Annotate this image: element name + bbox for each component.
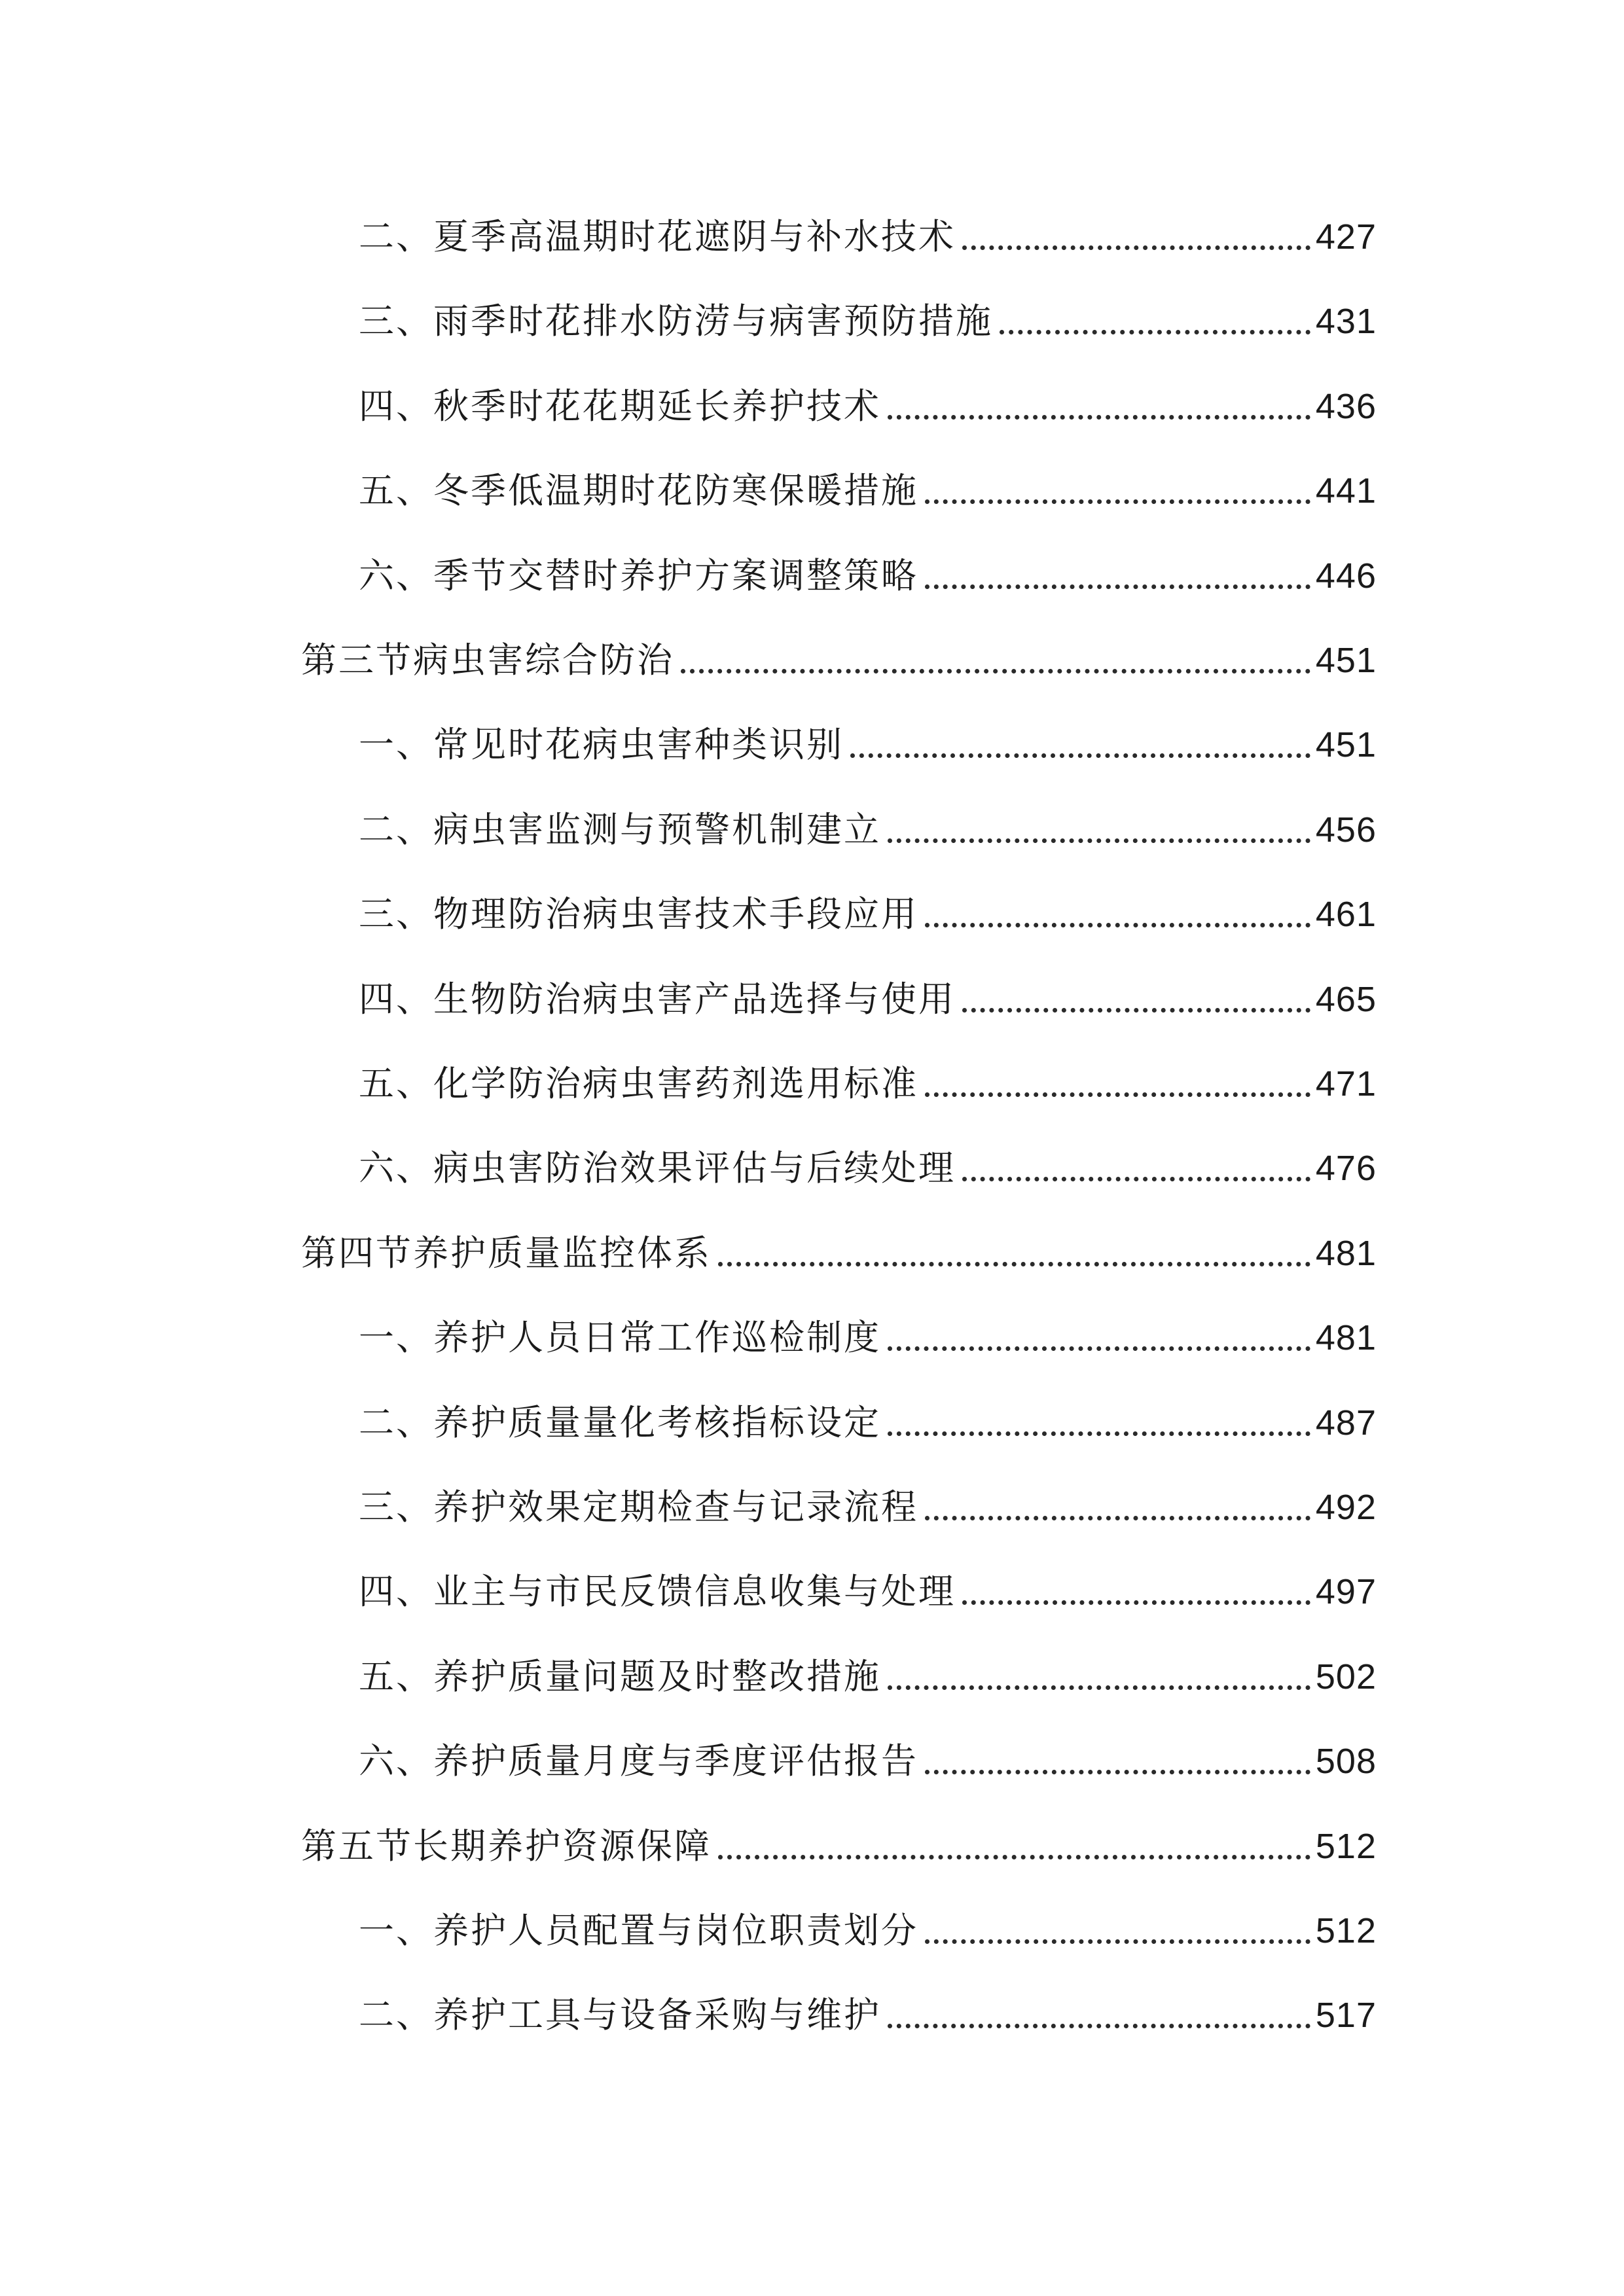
dot-leader	[718, 1262, 1310, 1266]
dot-leader	[962, 1177, 1310, 1181]
toc-section-entry[interactable]	[301, 634, 1377, 687]
toc-entry-title: 三、雨季时花排水防涝与病害预防措施	[359, 300, 993, 342]
toc-entry-page-number: 508	[1315, 1742, 1377, 1781]
toc-subsection-entry[interactable]	[359, 1142, 1377, 1194]
toc-entry-title: 五、冬季低温期时花防寒保暖措施	[359, 470, 918, 511]
toc-subsection-entry[interactable]	[359, 465, 1377, 517]
toc-subsection-entry[interactable]	[359, 1481, 1377, 1534]
toc-subsection-entry[interactable]	[359, 1397, 1377, 1449]
toc-entry-title: 四、秋季时花花期延长养护技术	[359, 386, 881, 427]
toc-subsection-entry[interactable]	[359, 719, 1377, 771]
toc-entry-page-number: 512	[1315, 1911, 1377, 1950]
toc-entry-title: 第三节病虫害综合防治	[301, 639, 674, 681]
toc-entry-page-number: 456	[1315, 810, 1377, 850]
dot-leader	[925, 1939, 1310, 1944]
dot-leader	[888, 1685, 1310, 1690]
toc-entry-title: 第四节养护质量监控体系	[301, 1232, 712, 1274]
toc-entry-page-number: 471	[1315, 1064, 1377, 1103]
toc-section-entry[interactable]	[301, 1227, 1377, 1280]
toc-entry-page-number: 512	[1315, 1827, 1377, 1866]
toc-subsection-entry[interactable]	[359, 804, 1377, 856]
toc-entry-page-number: 441	[1315, 471, 1377, 511]
dot-leader	[925, 1092, 1310, 1097]
toc-section-entry[interactable]	[301, 1820, 1377, 1873]
toc-subsection-entry[interactable]	[359, 973, 1377, 1026]
toc-entry-page-number: 451	[1315, 725, 1377, 764]
dot-leader	[1000, 330, 1310, 334]
dot-leader	[850, 753, 1310, 758]
toc-subsection-entry[interactable]	[359, 380, 1377, 433]
dot-leader	[888, 2024, 1310, 2028]
toc-entry-title: 二、夏季高温期时花遮阴与补水技术	[359, 216, 956, 257]
toc-subsection-entry[interactable]	[359, 550, 1377, 602]
toc-subsection-entry[interactable]	[359, 211, 1377, 263]
dot-leader	[962, 1008, 1310, 1013]
toc-entry-title: 六、季节交替时养护方案调整策略	[359, 555, 918, 596]
toc-entry-page-number: 476	[1315, 1149, 1377, 1188]
dot-leader	[718, 1855, 1310, 1859]
toc-entry-page-number: 502	[1315, 1657, 1377, 1696]
toc-entry-title: 六、病虫害防治效果评估与后续处理	[359, 1147, 956, 1189]
toc-entry-title: 二、病虫害监测与预警机制建立	[359, 809, 881, 850]
toc-entry-page-number: 436	[1315, 387, 1377, 426]
dot-leader	[925, 1770, 1310, 1774]
toc-entry-page-number: 517	[1315, 1996, 1377, 2035]
toc-entry-page-number: 487	[1315, 1403, 1377, 1443]
toc-entry-page-number: 481	[1315, 1318, 1377, 1357]
dot-leader	[925, 923, 1310, 927]
toc-entry-title: 第五节长期养护资源保障	[301, 1825, 712, 1867]
dot-leader	[925, 1516, 1310, 1520]
toc-entry-title: 五、化学防治病虫害药剂选用标准	[359, 1063, 918, 1104]
dot-leader	[888, 838, 1310, 843]
toc-entry-page-number: 461	[1315, 895, 1377, 934]
toc-subsection-entry[interactable]	[359, 1566, 1377, 1618]
toc-subsection-entry[interactable]	[359, 1735, 1377, 1787]
toc-entry-title: 五、养护质量问题及时整改措施	[359, 1656, 881, 1697]
dot-leader	[925, 584, 1310, 589]
toc-entry-title: 一、养护人员配置与岗位职责划分	[359, 1910, 918, 1951]
dot-leader	[888, 1431, 1310, 1436]
toc-subsection-entry[interactable]	[359, 888, 1377, 941]
dot-leader	[681, 669, 1310, 673]
toc-subsection-entry[interactable]	[359, 1312, 1377, 1364]
toc-entry-title: 三、养护效果定期检查与记录流程	[359, 1486, 918, 1528]
dot-leader	[888, 415, 1310, 420]
dot-leader	[962, 245, 1310, 250]
dot-leader	[888, 1346, 1310, 1351]
toc-entry-title: 二、养护质量量化考核指标设定	[359, 1402, 881, 1443]
toc-entry-page-number: 497	[1315, 1572, 1377, 1611]
toc-entry-title: 一、养护人员日常工作巡检制度	[359, 1317, 881, 1358]
toc-entry-title: 六、养护质量月度与季度评估报告	[359, 1740, 918, 1782]
toc-entry-page-number: 481	[1315, 1234, 1377, 1273]
dot-leader	[925, 499, 1310, 504]
toc-entry-page-number: 431	[1315, 302, 1377, 341]
toc-entry-page-number: 451	[1315, 641, 1377, 680]
toc-entry-title: 二、养护工具与设备采购与维护	[359, 1994, 881, 2036]
toc-entry-title: 一、常见时花病虫害种类识别	[359, 724, 844, 765]
toc-subsection-entry[interactable]	[359, 1989, 1377, 2041]
toc-entry-title: 四、生物防治病虫害产品选择与使用	[359, 978, 956, 1020]
toc-entry-title: 四、业主与市民反馈信息收集与处理	[359, 1571, 956, 1612]
toc-entry-page-number: 465	[1315, 980, 1377, 1019]
toc-entry-page-number: 492	[1315, 1488, 1377, 1527]
toc-entry-page-number: 446	[1315, 556, 1377, 596]
toc-entry-page-number: 427	[1315, 217, 1377, 257]
dot-leader	[962, 1600, 1310, 1605]
toc-subsection-entry[interactable]	[359, 1058, 1377, 1110]
toc-subsection-entry[interactable]	[359, 295, 1377, 348]
toc-subsection-entry[interactable]	[359, 1651, 1377, 1703]
toc-entry-title: 三、物理防治病虫害技术手段应用	[359, 893, 918, 935]
toc-subsection-entry[interactable]	[359, 1905, 1377, 1957]
